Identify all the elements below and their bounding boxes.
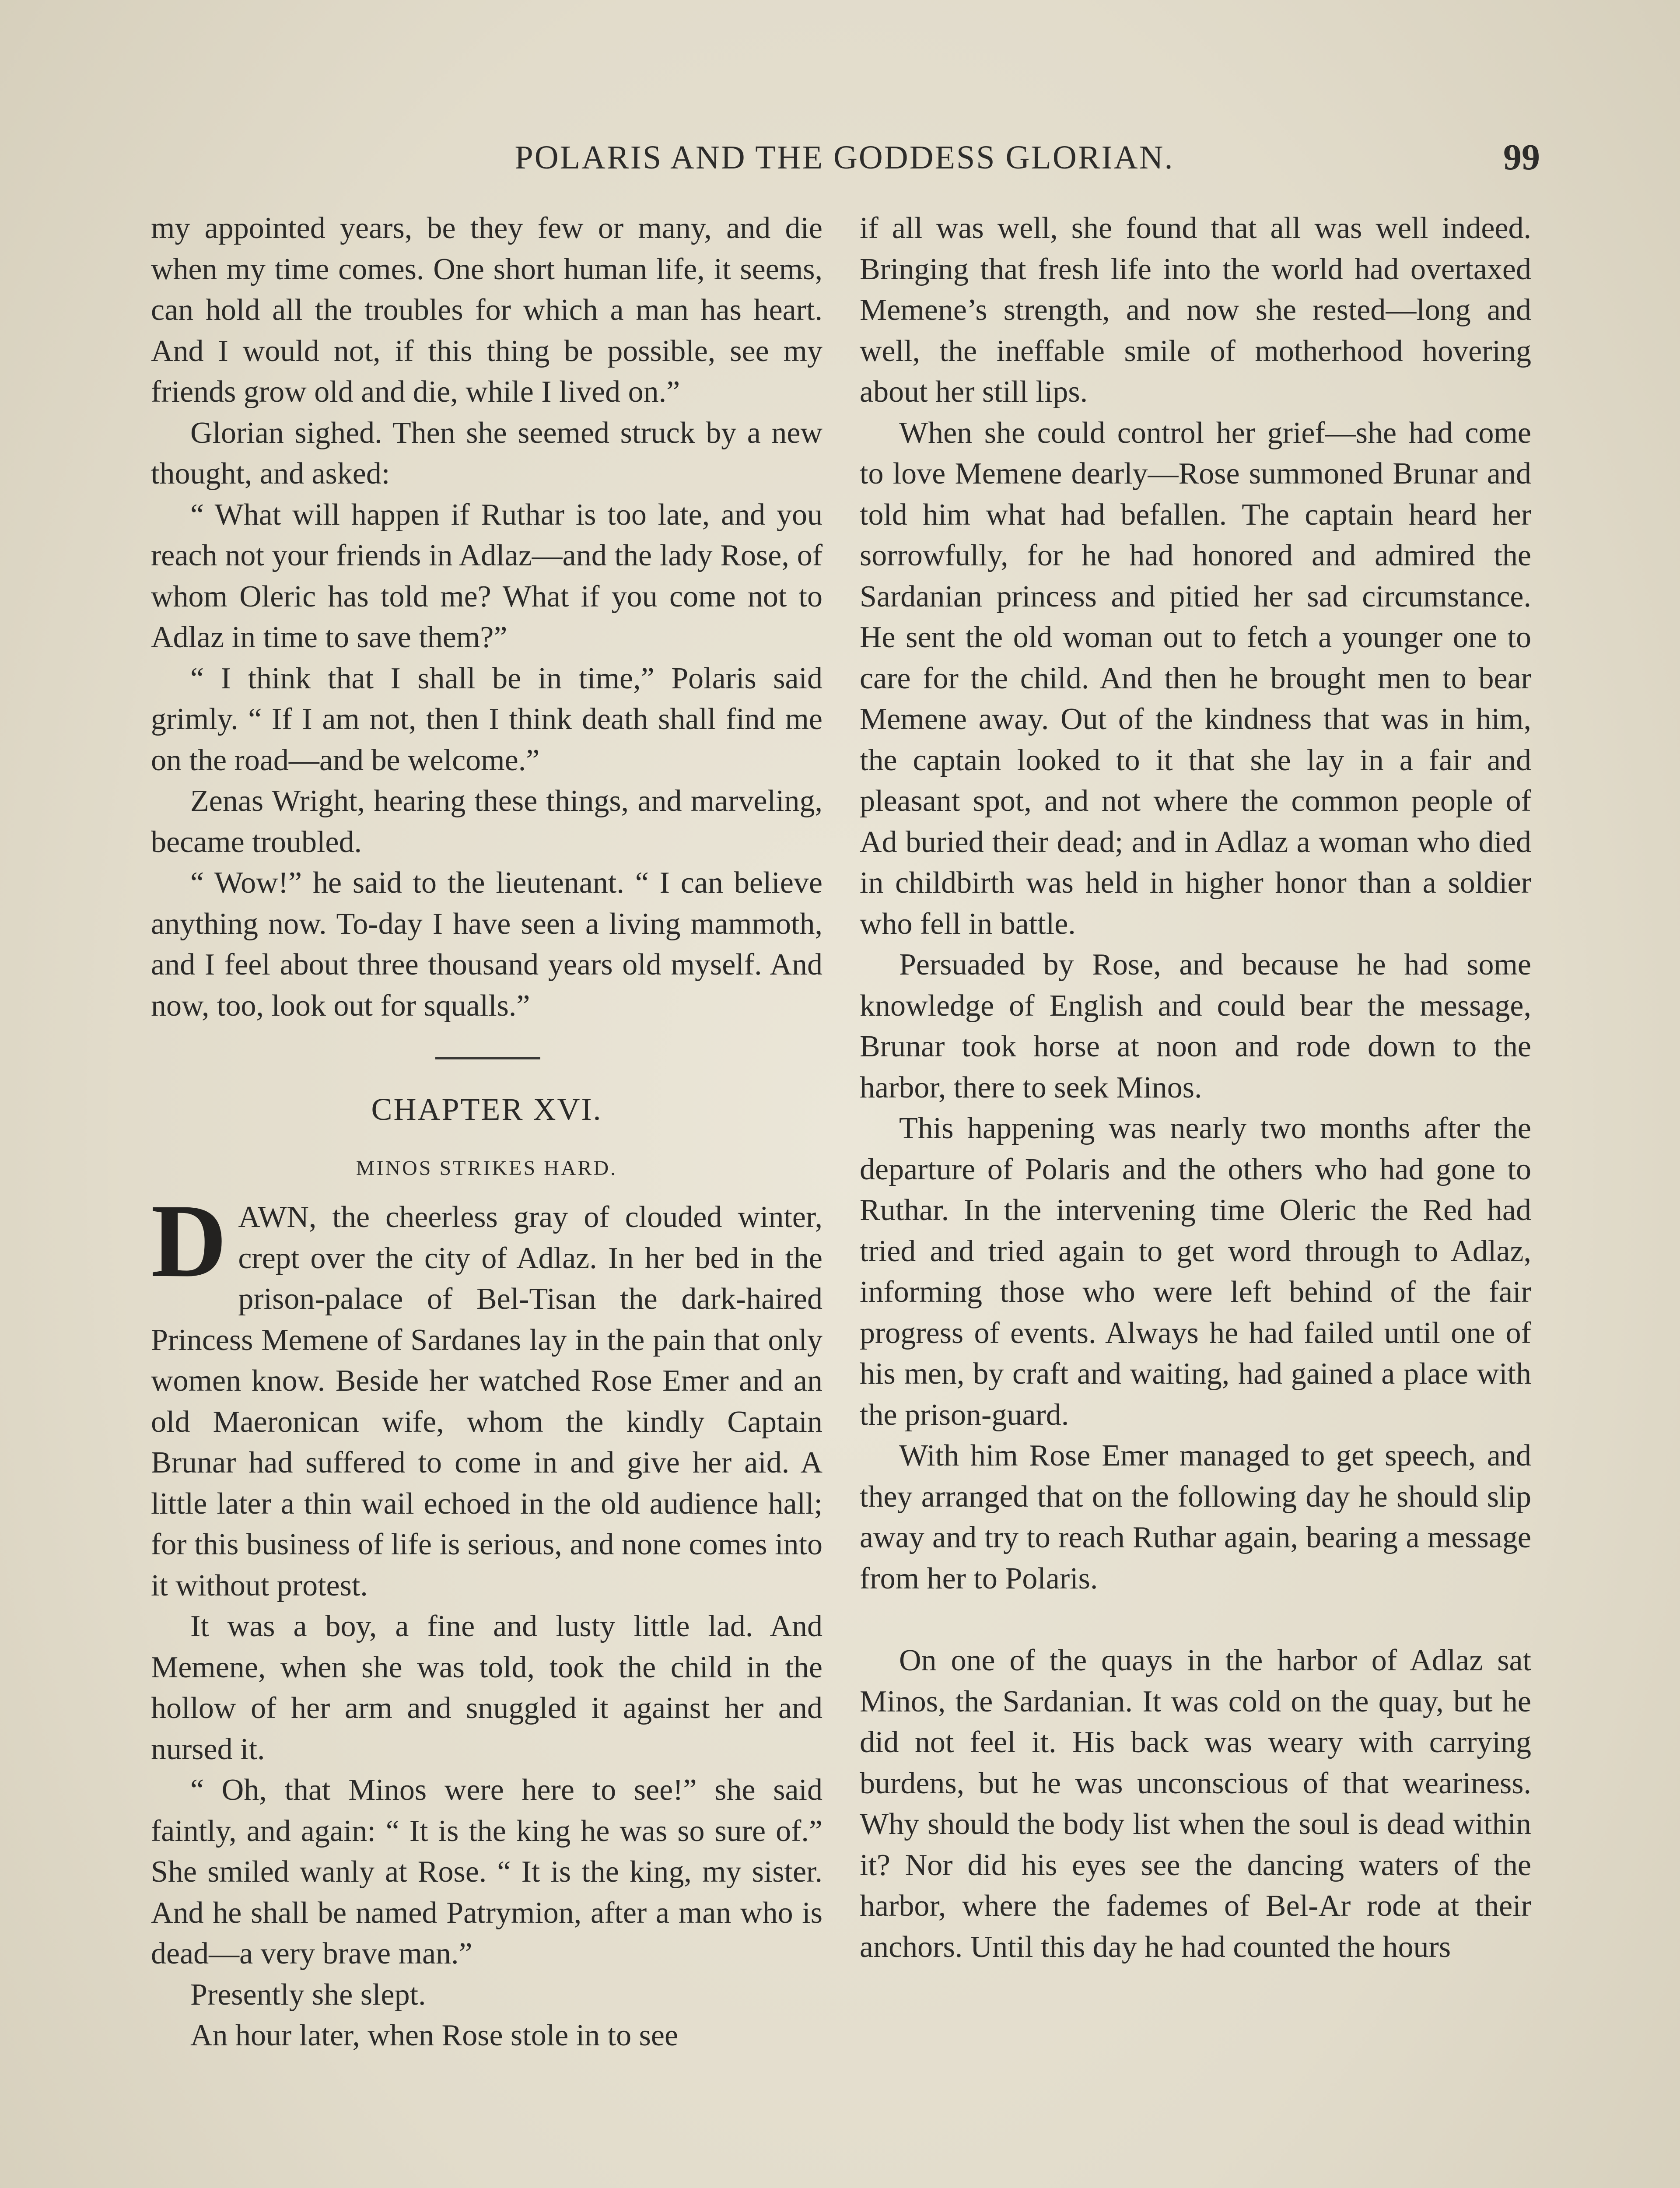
paragraph: my appointed years, be they few or many, and die when my time comes. One short human life, it seems, can hold all the troubles for which a man has heart. And I would not, if this thing be possible, see my friends grow old and die, while I lived on.” (151, 211, 822, 409)
page-header (149, 131, 1540, 184)
paragraph: This happening was nearly two months after the departure of Polaris and the others who had gone to Ruthar. In the intervening time Oleric the Red had tried and tried again to get word through to Adlaz, informing those who were left behind of the fair progress of events. Always he had failed until one of his men, by craft and waiting, had gained a place with the prison-guard. (860, 1112, 1531, 1432)
paragraph: When she could control her grief—she had come to love Memene dearly—Rose summoned Brunar and told him what had befallen. The captain heard her sorrowfully, for he had honored and admired the Sardanian princess and pitied her sad circumstance. He sent the old woman out to fetch a younger one to care for the child. And then he brought men to bear Memene away. Out of the kindness that was in him, the captain looked to it that she lay in a fair and pleasant spot, and not where the common people of Ad buried their dead; and in Adlaz a woman who died in childbirth was held in higher honor than a soldier who fell in battle. (860, 416, 1531, 941)
chapter-subtitle: MINOS STRIKES HARD. (356, 1157, 618, 1180)
paragraph: “ Wow!” he said to the lieutenant. “ I can believe anything now. To-day I have seen a living mammoth, and I feel about three thousand years old myself. And now, too, look out for squalls.” (151, 866, 822, 1023)
paragraph: if all was well, she found that all was well indeed. Bringing that fresh life into the world had overtaxed Memene’s strength, and now she rested—long and well, the ineffable smile of motherhood hovering about her still lips. (860, 211, 1531, 409)
page-number: 99 (1503, 137, 1540, 178)
section-break (860, 1599, 1531, 1640)
paragraph: Zenas Wright, hearing these things, and marveling, became troubled. (151, 784, 822, 859)
chapter-title: CHAPTER XVI. (371, 1092, 602, 1127)
paragraph: It was a boy, a fine and lusty little lad. And Memene, when she was told, took the child in the hollow of her arm and snuggled it against her and nursed it. (151, 1609, 822, 1766)
paragraph: Presently she slept. (190, 1978, 426, 2012)
divider-rule (435, 1057, 540, 1059)
paragraph: “ What will happen if Ruthar is too late, and you reach not your friends in Adlaz—and the lady Rose, of whom Oleric has told me? What if you come not to Adlaz in time to save them?” (151, 498, 822, 654)
opening-paragraph (151, 1182, 822, 1606)
paragraph: Persuaded by Rose, and because he had some knowledge of English and could bear the message, Brunar took horse at noon and rode down to the harbor, there to seek Minos. (860, 948, 1531, 1105)
paragraph: Glorian sighed. Then she seemed struck by a new thought, and asked: (151, 416, 822, 491)
right-column (860, 208, 1531, 1967)
running-head: POLARIS AND THE GODDESS GLORIAN. (514, 139, 1174, 176)
left-column (151, 208, 822, 2056)
paragraph: An hour later, when Rose stole in to see (190, 2019, 679, 2052)
paragraph: On one of the quays in the harbor of Adlaz sat Minos, the Sardanian. It was cold on the quay, but he did not feel it. His back was weary with carrying burdens, but he was unconscious of that weariness. Why should the body list when the soul is dead within it? Nor did his eyes see the dancing waters of the harbor, where the fademes of Bel-Ar rode at their anchors. Until this day he had counted the hours (860, 1644, 1531, 1964)
paragraph: “ I think that I shall be in time,” Polaris said grimly. “ If I am not, then I think death shall find me on the road—and be welcome.” (151, 661, 822, 777)
drop-cap: D (151, 1182, 227, 1299)
paragraph: With him Rose Emer managed to get speech, and they arranged that on the following day he should slip away and try to reach Ruthar again, bearing a message from her to Polaris. (860, 1439, 1531, 1595)
section-divider (151, 1026, 822, 1087)
opening-text: AWN, the cheerless gray of clouded winter, crept over the city of Adlaz. In her bed in the prison-palace of Bel-Tisan the dark-haired Princess Memene of Sardanes lay in the pain that only women know. Beside her watched Rose Emer and an old Maeronican wife, whom the kindly Captain Brunar had suffered to come in and give her aid. A little later a thin wail echoed in the old audience hall; for this business of life is serious, and none comes into it without protest. (151, 1200, 822, 1602)
paragraph: “ Oh, that Minos were here to see!” she said faintly, and again: “ It is the king he was so sure of.” She smiled wanly at Rose. “ It is the king, my sister. And he shall be named Patrymion, after a man who is dead—a very brave man.” (151, 1773, 822, 1971)
